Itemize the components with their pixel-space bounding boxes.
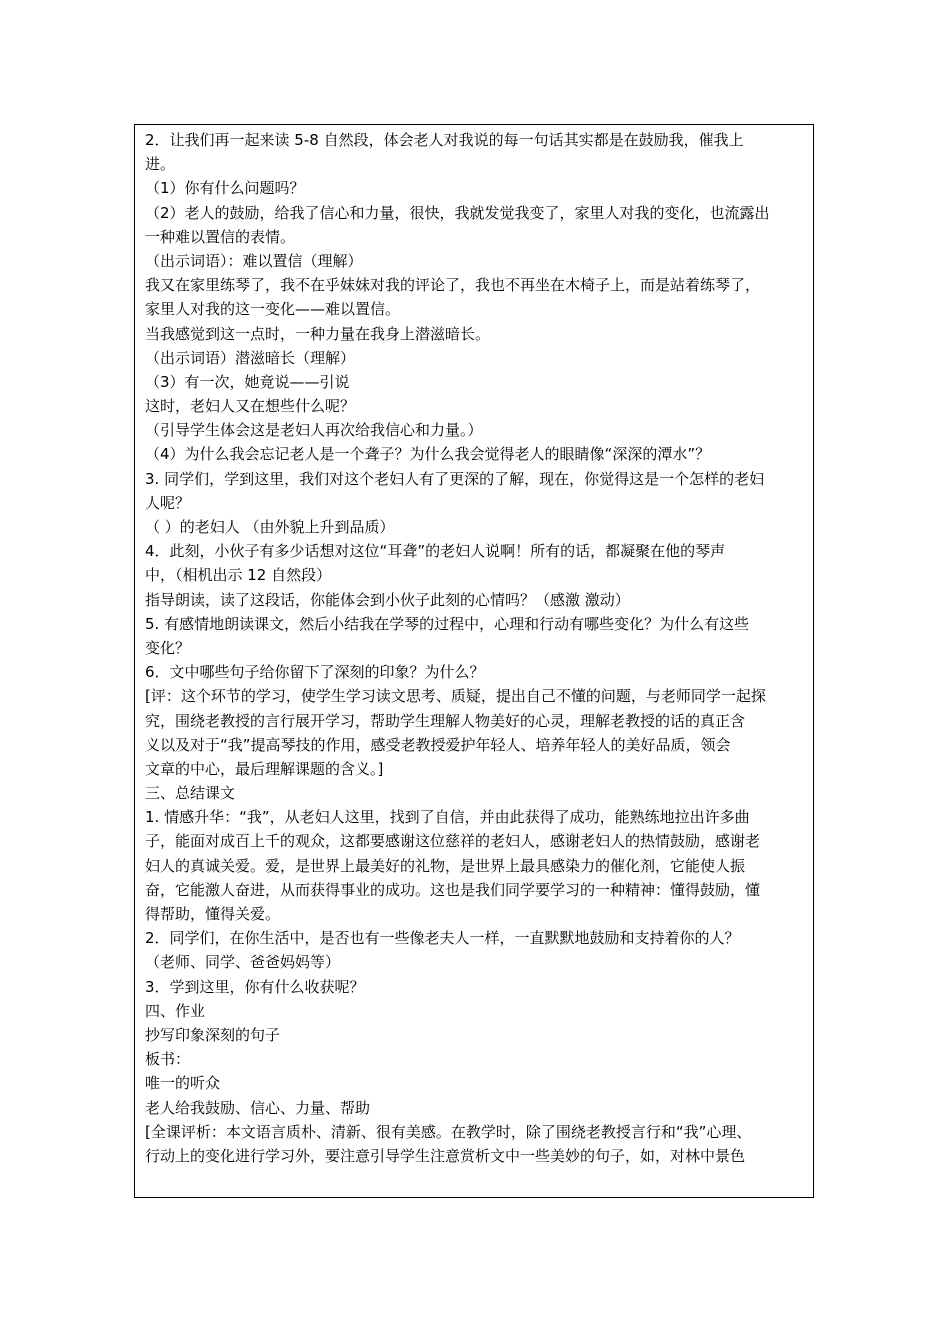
text-line: （出示词语）潜滋暗长（理解） [145,348,356,367]
text-line: （老师、同学、爸爸妈妈等） [145,953,341,972]
text-line: 我又在家里练琴了，我不在乎妹妹对我的评论了，我也不再坐在木椅子上，而是站着练琴了， [145,276,761,295]
text-line: 行动上的变化进行学习外，要注意引导学生注意赏析文中一些美妙的句子，如，对林中景色 [145,1146,746,1165]
text-line: 当我感觉到这一点时，一种力量在我身上潜滋暗长。 [145,324,491,343]
text-line: 6．文中哪些句子给你留下了深刻的印象？为什么？ [145,663,485,682]
text-line: （引导学生体会这是老妇人再次给我信心和力量。） [145,421,483,440]
text-line: 5. 有感情地朗读课文，然后小结我在学琴的过程中，心理和行动有哪些变化？为什么有这些 [145,614,750,633]
text-line: 究，围绕老教授的言行展开学习，帮助学生理解人物美好的心灵，理解老教授的话的真正含 [145,711,746,730]
text-line: 四、作业 [145,1001,206,1020]
text-line: （4）为什么我会忘记老人是一个聋子？为什么我会觉得老人的眼睛像“深深的潭水”？ [145,445,711,464]
text-line: （出示词语）：难以置信（理解） [145,251,363,270]
text-line: 奋，它能激人奋进，从而获得事业的成功。这也是我们同学要学习的一种精神：懂得鼓励，懂 [145,880,761,899]
text-line: 指导朗读，读了这段话，你能体会到小伙子此刻的心情吗？（感激 激动） [145,590,630,609]
text-line: （ ）的老妇人 （由外貌上升到品质） [145,518,395,536]
text-line: 妇人的真诚关爱。爱，是世界上最美好的礼物，是世界上最具感染力的催化剂，它能使人振 [145,856,746,875]
text-line: 文章的中心，最后理解课题的含义。] [145,759,384,778]
text-line: 2．让我们再一起来读 5-8 自然段，体会老人对我说的每一句话其实都是在鼓励我，催我上 [145,131,744,149]
text-line: 三、总结课文 [145,784,236,803]
document-frame [134,124,814,1198]
text-line: 人呢？ [145,493,191,512]
text-line: 板书： [145,1050,191,1069]
text-line: 家里人对我的这一变化——难以置信。 [145,300,401,319]
text-line: 得帮助，懂得关爱。 [145,905,281,923]
text-line: 3．学到这里，你有什么收获呢？ [145,977,365,996]
text-line: 2．同学们，在你生活中，是否也有一些像老夫人一样，一直默默地鼓励和支持着你的人？ [145,929,740,948]
text-line: 抄写印象深刻的句子 [145,1025,281,1044]
text-line: 4．此刻，小伙子有多少话想对这位“耳聋”的老妇人说啊！所有的话，都凝聚在他的琴声 [145,542,726,561]
text-line: 1. 情感升华：“我”，从老妇人这里，找到了自信，并由此获得了成功，能熟练地拉出许多曲 [145,808,750,827]
text-line: 3. 同学们，学到这里，我们对这个老妇人有了更深的了解，现在，你觉得这是一个怎样的老妇 [145,469,765,488]
text-line: 唯一的听众 [145,1074,221,1093]
text-line: [全课评析：本文语言质朴、清新、很有美感。在教学时，除了围绕老教授言行和“我”心理、 [145,1122,752,1141]
text-line: 义以及对于“我”提高琴技的作用，感受老教授爱护年轻人、培养年轻人的美好品质，领会 [145,735,731,754]
text-line: 进。 [145,155,176,174]
text-line: 中，（相机出示 12 自然段） [145,566,332,585]
text-line: 这时，老妇人又在想些什么呢？ [145,397,356,416]
document-body [145,128,807,1168]
text-line: 一种难以置信的表情。 [145,227,296,246]
text-line: （2）老人的鼓励，给我了信心和力量，很快，我就发觉我变了，家里人对我的变化，也流露出 [145,203,770,222]
text-line: 老人给我鼓励、信心、力量、帮助 [145,1098,371,1117]
text-line: 子，能面对成百上千的观众，这都要感谢这位慈祥的老妇人，感谢老妇人的热情鼓励，感谢老 [145,832,761,851]
text-line: 变化？ [145,638,191,657]
text-line: （3）有一次，她竟说——引说 [145,372,350,391]
text-line: [评：这个环节的学习，使学生学习读文思考、质疑，提出自己不懂的问题，与老师同学一起探 [145,687,766,706]
text-line: （1）你有什么问题吗？ [145,179,305,198]
